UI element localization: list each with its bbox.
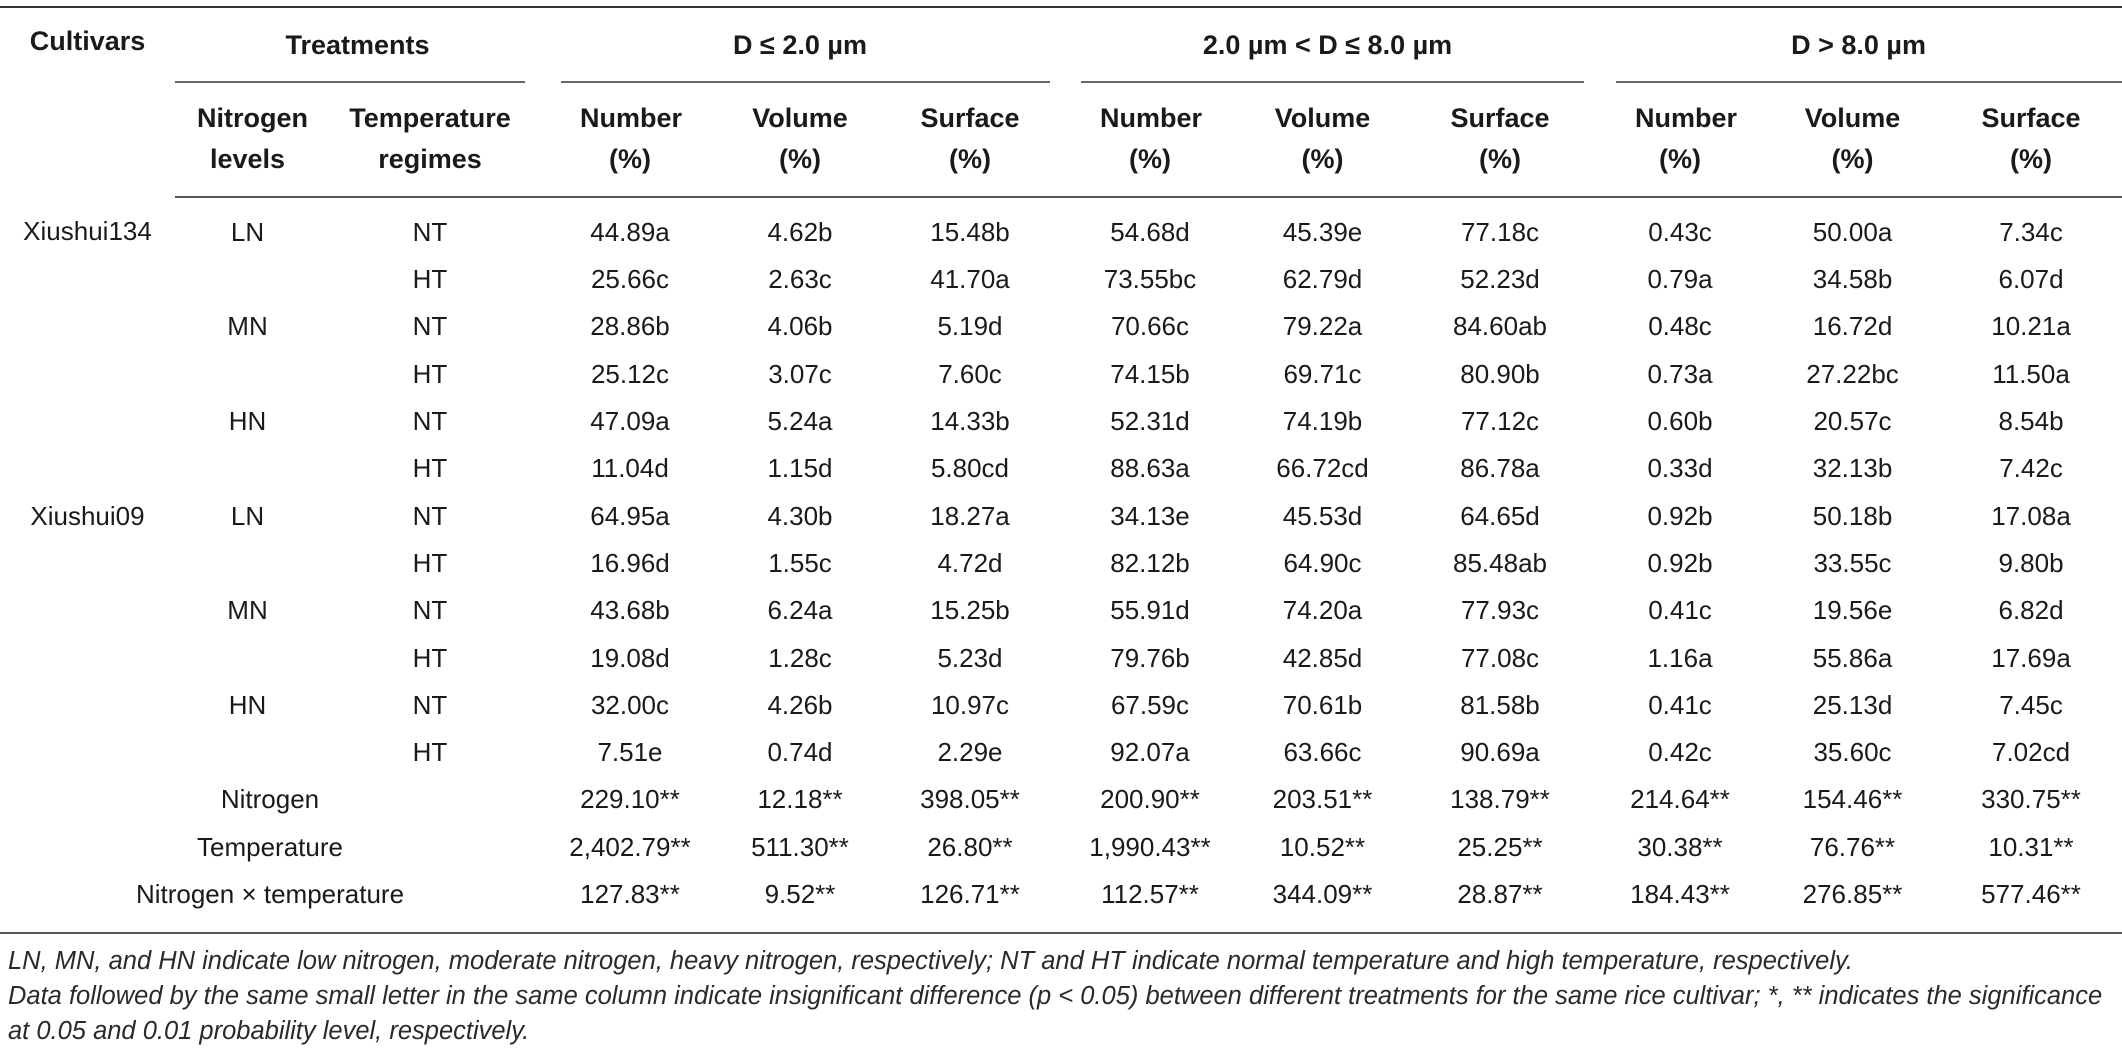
group3-header: D > 8.0 µm bbox=[1595, 7, 2122, 82]
stats-row bbox=[0, 871, 2122, 918]
value-cell: 0.43c bbox=[1648, 216, 1712, 247]
value-cell: 79.76b bbox=[1110, 642, 1190, 673]
number-header: Number (%) bbox=[540, 82, 720, 197]
value-cell: 17.69a bbox=[1991, 642, 2071, 673]
value-cell: 45.53d bbox=[1282, 500, 1363, 531]
value-cell: 7.34c bbox=[1999, 216, 2063, 247]
temperature-cell: HT bbox=[412, 642, 448, 673]
value-cell: 77.12c bbox=[1460, 406, 1540, 437]
value-cell: 4.06b bbox=[767, 311, 833, 342]
stats-value-cell: 30.38** bbox=[1637, 831, 1723, 862]
stats-value-cell: 344.09** bbox=[1272, 879, 1373, 909]
surface-header: Surface (%) bbox=[880, 82, 1060, 197]
header-row-2 bbox=[0, 82, 2122, 197]
treatments-header: Treatments bbox=[175, 7, 540, 82]
value-cell: 63.66c bbox=[1283, 737, 1362, 768]
value-cell: 6.24a bbox=[767, 595, 833, 626]
value-cell: 74.20a bbox=[1282, 595, 1363, 626]
cultivar-cell bbox=[0, 256, 175, 303]
value-cell: 44.89a bbox=[590, 216, 670, 247]
table-row bbox=[0, 587, 2122, 634]
temperature-cell: HT bbox=[412, 737, 448, 768]
nitrogen-cell: MN bbox=[227, 311, 268, 342]
temperature-cell: NT bbox=[412, 216, 448, 247]
value-cell: 50.00a bbox=[1812, 216, 1893, 247]
stats-value-cell: 511.30** bbox=[751, 831, 849, 862]
cultivar-cell bbox=[0, 540, 175, 587]
value-cell: 70.61b bbox=[1282, 689, 1363, 720]
table-row bbox=[0, 398, 2122, 445]
stats-value-cell: 229.10** bbox=[580, 784, 680, 815]
temperature-cell: HT bbox=[412, 453, 448, 484]
value-cell: 18.27a bbox=[930, 500, 1010, 531]
nitrogen-cell bbox=[175, 351, 320, 398]
value-cell: 2.63c bbox=[768, 264, 832, 295]
value-cell: 16.72d bbox=[1812, 311, 1893, 342]
nitrogen-cell: HN bbox=[228, 406, 267, 437]
value-cell: 55.86a bbox=[1812, 642, 1893, 673]
value-cell: 41.70a bbox=[930, 264, 1010, 295]
value-cell: 45.39e bbox=[1282, 216, 1363, 247]
table-row bbox=[0, 682, 2122, 729]
value-cell: 6.82d bbox=[1998, 595, 2064, 626]
stats-value-cell: 1,990.43** bbox=[1089, 831, 1211, 862]
value-cell: 77.18c bbox=[1460, 216, 1540, 247]
value-cell: 3.07c bbox=[768, 358, 832, 389]
value-cell: 77.93c bbox=[1460, 595, 1540, 626]
temperature-cell: HT bbox=[412, 358, 448, 389]
value-cell: 74.15b bbox=[1110, 358, 1190, 389]
value-cell: 74.19b bbox=[1282, 406, 1363, 437]
value-cell: 85.48ab bbox=[1453, 547, 1547, 578]
value-cell: 4.26b bbox=[767, 689, 833, 720]
nitrogen-cell: MN bbox=[227, 595, 268, 626]
surface-header: Surface (%) bbox=[1405, 82, 1595, 197]
value-cell: 32.13b bbox=[1812, 453, 1893, 484]
stats-value-cell: 112.57** bbox=[1101, 879, 1199, 909]
value-cell: 79.22a bbox=[1282, 311, 1363, 342]
stats-row bbox=[0, 824, 2122, 871]
value-cell: 25.66c bbox=[590, 264, 670, 295]
cultivar-cell bbox=[0, 351, 175, 398]
value-cell: 27.22bc bbox=[1806, 358, 1899, 389]
nitrogen-cell bbox=[175, 256, 320, 303]
value-cell: 33.55c bbox=[1813, 547, 1892, 578]
value-cell: 0.92b bbox=[1647, 547, 1713, 578]
value-cell: 4.62b bbox=[767, 216, 833, 247]
value-cell: 5.19d bbox=[937, 311, 1003, 342]
value-cell: 80.90b bbox=[1460, 358, 1540, 389]
value-cell: 0.41c bbox=[1648, 689, 1712, 720]
value-cell: 1.16a bbox=[1647, 642, 1713, 673]
value-cell: 50.18b bbox=[1812, 500, 1893, 531]
value-cell: 35.60c bbox=[1813, 737, 1892, 768]
value-cell: 19.08d bbox=[590, 642, 670, 673]
value-cell: 5.80cd bbox=[930, 453, 1010, 484]
value-cell: 67.59c bbox=[1110, 689, 1190, 720]
stats-value-cell: 200.90** bbox=[1100, 784, 1200, 815]
number-header: Number (%) bbox=[1595, 82, 1765, 197]
volume-header: Volume (%) bbox=[720, 82, 880, 197]
value-cell: 7.02cd bbox=[1991, 737, 2071, 768]
table-row bbox=[0, 197, 2122, 256]
nitrogen-cell bbox=[175, 634, 320, 681]
stats-value-cell: 398.05** bbox=[920, 784, 1020, 815]
value-cell: 7.42c bbox=[1999, 453, 2063, 484]
volume-header: Volume (%) bbox=[1240, 82, 1405, 197]
value-cell: 64.65d bbox=[1460, 500, 1540, 531]
stats-value-cell: 28.87** bbox=[1457, 879, 1543, 909]
cultivar-cell: Xiushui09 bbox=[30, 500, 145, 531]
group2-header: 2.0 µm < D ≤ 8.0 µm bbox=[1060, 7, 1595, 82]
value-cell: 17.08a bbox=[1991, 500, 2071, 531]
stats-value-cell: 154.46** bbox=[1802, 784, 1903, 815]
stats-label: Nitrogen bbox=[220, 784, 320, 815]
value-cell: 47.09a bbox=[590, 406, 670, 437]
cultivar-cell bbox=[0, 445, 175, 492]
stats-value-cell: 203.51** bbox=[1272, 784, 1373, 815]
value-cell: 55.91d bbox=[1110, 595, 1190, 626]
value-cell: 9.80b bbox=[1998, 547, 2064, 578]
cultivar-cell bbox=[0, 729, 175, 776]
value-cell: 52.23d bbox=[1460, 264, 1540, 295]
value-cell: 25.13d bbox=[1812, 689, 1893, 720]
value-cell: 15.25b bbox=[930, 595, 1010, 626]
stats-value-cell: 330.75** bbox=[1981, 784, 2081, 815]
temperature-cell: NT bbox=[412, 406, 448, 437]
value-cell: 20.57c bbox=[1813, 406, 1892, 437]
value-cell: 0.73a bbox=[1647, 358, 1713, 389]
value-cell: 2.29e bbox=[937, 737, 1003, 768]
temperature-regimes-header: Temperature regimes bbox=[320, 82, 540, 197]
stats-value-cell: 184.43** bbox=[1630, 879, 1730, 909]
value-cell: 0.41c bbox=[1648, 595, 1712, 626]
value-cell: 64.95a bbox=[590, 500, 670, 531]
value-cell: 69.71c bbox=[1283, 358, 1362, 389]
nitrogen-cell: HN bbox=[228, 689, 267, 720]
stats-value-cell: 76.76** bbox=[1809, 831, 1896, 862]
value-cell: 1.55c bbox=[768, 547, 832, 578]
stats-value-cell: 276.85** bbox=[1802, 879, 1903, 909]
value-cell: 14.33b bbox=[930, 406, 1010, 437]
value-cell: 0.48c bbox=[1648, 311, 1712, 342]
value-cell: 81.58b bbox=[1460, 689, 1540, 720]
stats-row bbox=[0, 776, 2122, 823]
cultivar-cell bbox=[0, 303, 175, 350]
value-cell: 32.00c bbox=[590, 689, 670, 720]
table-body bbox=[0, 197, 2122, 918]
stats-value-cell: 10.52** bbox=[1279, 831, 1366, 862]
cultivar-cell bbox=[0, 634, 175, 681]
cultivar-cell bbox=[0, 682, 175, 729]
value-cell: 4.72d bbox=[937, 547, 1003, 578]
nitrogen-cell: LN bbox=[230, 500, 265, 531]
value-cell: 52.31d bbox=[1110, 406, 1190, 437]
value-cell: 43.68b bbox=[590, 595, 670, 626]
value-cell: 7.60c bbox=[938, 358, 1002, 389]
table-row bbox=[0, 492, 2122, 539]
value-cell: 10.97c bbox=[930, 689, 1010, 720]
value-cell: 42.85d bbox=[1282, 642, 1363, 673]
number-header: Number (%) bbox=[1060, 82, 1240, 197]
table-row bbox=[0, 445, 2122, 492]
nitrogen-cell bbox=[175, 445, 320, 492]
value-cell: 88.63a bbox=[1110, 453, 1190, 484]
temperature-cell: NT bbox=[412, 595, 448, 626]
value-cell: 7.51e bbox=[597, 737, 663, 768]
value-cell: 1.15d bbox=[767, 453, 833, 484]
cultivar-cell: Xiushui134 bbox=[23, 216, 152, 246]
nitrogen-cell: LN bbox=[230, 216, 265, 247]
value-cell: 16.96d bbox=[590, 547, 670, 578]
table-row bbox=[0, 256, 2122, 303]
stats-value-cell: 12.18** bbox=[757, 784, 843, 815]
value-cell: 0.42c bbox=[1648, 737, 1712, 768]
value-cell: 25.12c bbox=[590, 358, 670, 389]
value-cell: 0.92b bbox=[1647, 500, 1713, 531]
table-row bbox=[0, 729, 2122, 776]
value-cell: 34.13e bbox=[1110, 500, 1190, 531]
value-cell: 7.45c bbox=[1999, 689, 2063, 720]
value-cell: 6.07d bbox=[1998, 264, 2064, 295]
surface-header: Surface (%) bbox=[1940, 82, 2122, 197]
table-row bbox=[0, 303, 2122, 350]
value-cell: 66.72cd bbox=[1276, 453, 1369, 484]
value-cell: 4.30b bbox=[767, 500, 833, 531]
stats-value-cell: 9.52** bbox=[764, 879, 836, 909]
value-cell: 64.90c bbox=[1283, 547, 1362, 578]
value-cell: 0.74d bbox=[767, 737, 833, 768]
footnote-line-1: LN, MN, and HN indicate low nitrogen, moderate nitrogen, heavy nitrogen, respectively; NT and HT indicate normal temperature and high temperature, respectively. bbox=[8, 947, 1853, 975]
value-cell: 70.66c bbox=[1110, 311, 1190, 342]
stats-value-cell: 138.79** bbox=[1450, 784, 1550, 815]
table-row bbox=[0, 351, 2122, 398]
value-cell: 11.50a bbox=[1992, 358, 2070, 389]
value-cell: 90.69a bbox=[1460, 737, 1540, 768]
stats-value-cell: 25.25** bbox=[1457, 831, 1543, 862]
value-cell: 0.79a bbox=[1647, 264, 1713, 295]
table-row bbox=[0, 540, 2122, 587]
nitrogen-levels-header: Nitrogen levels bbox=[175, 82, 320, 197]
volume-header: Volume (%) bbox=[1765, 82, 1940, 197]
table-row bbox=[0, 634, 2122, 681]
nitrogen-cell bbox=[175, 729, 320, 776]
temperature-cell: NT bbox=[412, 689, 448, 720]
value-cell: 86.78a bbox=[1460, 453, 1540, 484]
stats-value-cell: 577.46** bbox=[1981, 879, 2081, 909]
footnote bbox=[8, 944, 2116, 1049]
value-cell: 34.58b bbox=[1812, 264, 1893, 295]
value-cell: 15.48b bbox=[930, 216, 1010, 247]
value-cell: 28.86b bbox=[590, 311, 670, 342]
temperature-cell: HT bbox=[412, 264, 448, 295]
value-cell: 62.79d bbox=[1282, 264, 1363, 295]
value-cell: 82.12b bbox=[1110, 547, 1190, 578]
value-cell: 10.21a bbox=[1991, 311, 2071, 342]
header-row-1 bbox=[0, 7, 2122, 82]
value-cell: 77.08c bbox=[1460, 642, 1540, 673]
stats-value-cell: 214.64** bbox=[1630, 784, 1730, 815]
stats-value-cell: 10.31** bbox=[1988, 831, 2074, 862]
value-cell: 19.56e bbox=[1812, 595, 1893, 626]
value-cell: 0.60b bbox=[1647, 406, 1713, 437]
value-cell: 73.55bc bbox=[1103, 264, 1197, 295]
cultivar-cell bbox=[0, 398, 175, 445]
group1-header: D ≤ 2.0 µm bbox=[540, 7, 1060, 82]
bottom-rule bbox=[0, 932, 2122, 934]
value-cell: 5.24a bbox=[767, 406, 833, 437]
value-cell: 1.28c bbox=[768, 642, 832, 673]
stats-label: Nitrogen × temperature bbox=[135, 879, 405, 909]
value-cell: 92.07a bbox=[1110, 737, 1190, 768]
temperature-cell: NT bbox=[412, 500, 448, 531]
stats-value-cell: 2,402.79** bbox=[569, 831, 691, 862]
temperature-cell: HT bbox=[412, 547, 448, 578]
value-cell: 8.54b bbox=[1998, 406, 2064, 437]
value-cell: 11.04d bbox=[591, 453, 669, 484]
stats-value-cell: 126.71** bbox=[920, 879, 1020, 909]
stats-value-cell: 26.80** bbox=[927, 831, 1013, 862]
cultivar-cell bbox=[0, 587, 175, 634]
stats-value-cell: 127.83** bbox=[580, 879, 680, 909]
value-cell: 54.68d bbox=[1110, 216, 1190, 247]
nitrogen-cell bbox=[175, 540, 320, 587]
temperature-cell: NT bbox=[412, 311, 448, 342]
stats-label: Temperature bbox=[197, 831, 343, 862]
data-table bbox=[0, 6, 2122, 918]
value-cell: 0.33d bbox=[1647, 453, 1713, 484]
value-cell: 5.23d bbox=[937, 642, 1003, 673]
cultivars-header: Cultivars bbox=[0, 7, 175, 197]
value-cell: 84.60ab bbox=[1453, 311, 1547, 342]
footnote-line-2: Data followed by the same small letter in the same column indicate insignificant difference (p < 0.05) between different treatments for the same rice cultivar; *, ** indicates the significance at 0.05 and 0.01 probability level, respectively. bbox=[8, 982, 2103, 1045]
